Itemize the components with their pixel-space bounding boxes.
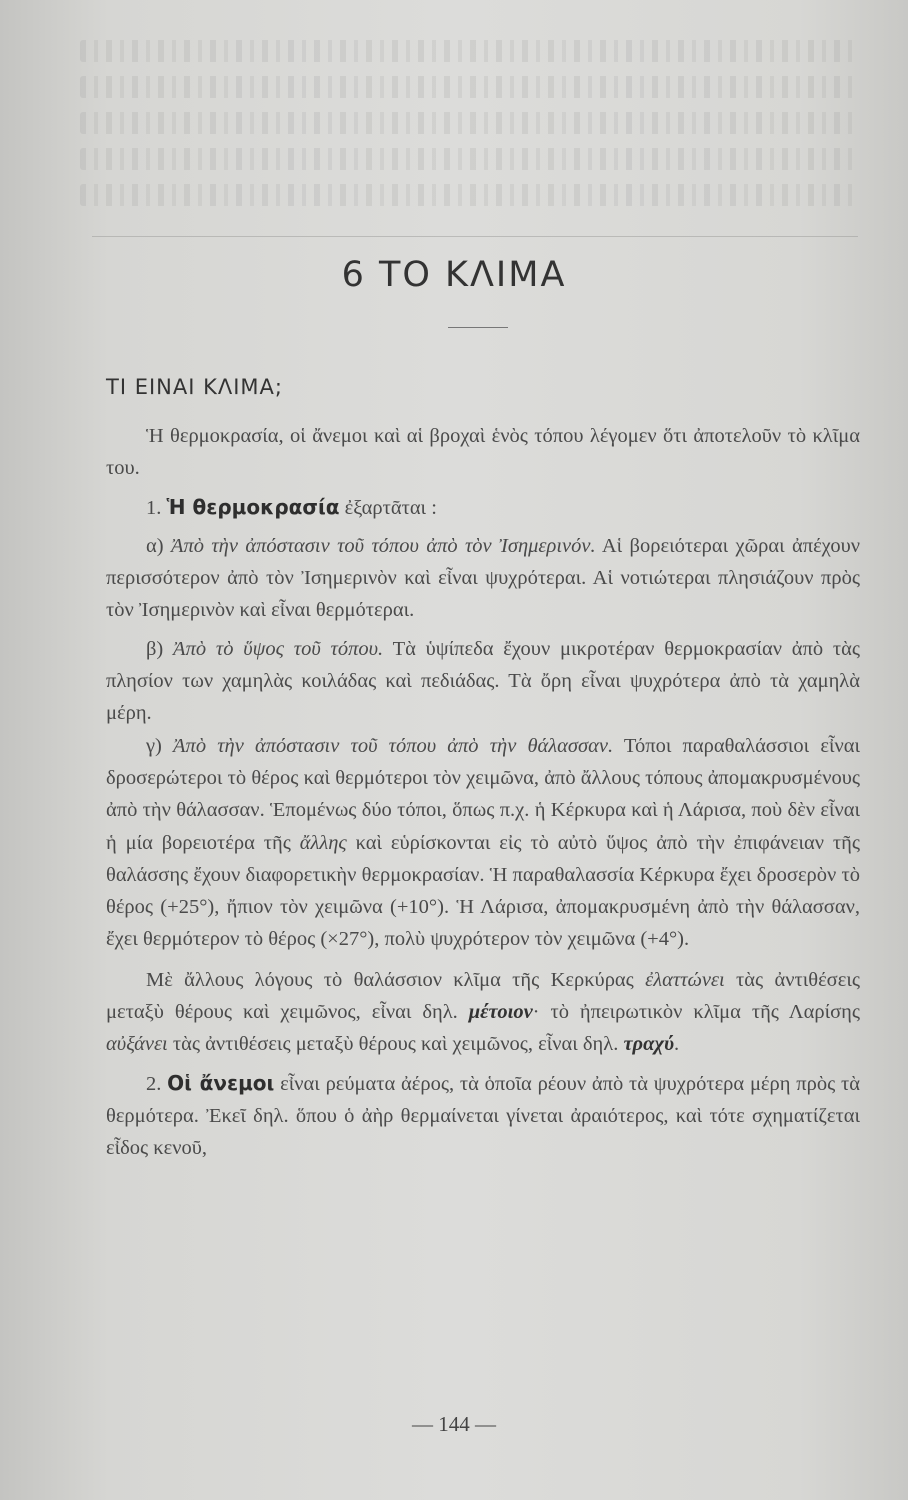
point-2-keyword: Οἱ ἄνεμοι xyxy=(167,1070,275,1095)
sub-a-text: Αἱ βορειότεραι χῶραι ἀπέχουν περισσότερον ἀπὸ τὸν Ἰσημερινὸν καὶ εἶναι ψυχρότεραι. Αἱ νοτιώτεραι πλησιάζουν πρὸς τὸν Ἰσημερινὸν καὶ εἶναι θερμότεραι. xyxy=(106,534,860,622)
sub-b-italic: Ἀπὸ τὸ ὕψος τοῦ τόπου. xyxy=(173,637,384,660)
comparison-bold-1: μέτοιον xyxy=(468,1001,533,1024)
point-1-paragraph xyxy=(106,491,860,524)
sub-c-text: Τόποι παραθαλάσσιοι εἶναι δροσερώτεροι τὸ θέρος καὶ θερμότεροι τὸν χειμῶνα, ἀπὸ ἄλλους τόπους ἀπομακρυσμένους ἀπὸ τὴν θάλασσαν. Ἑπομένως δύο τόποι, ὅπως π.χ. ἡ Κέρκυρα καὶ ἡ Λάρισα, ποὺ δὲν εἶναι ἡ μία βορειοτέρα τῆς xyxy=(106,734,860,854)
show-through-text xyxy=(80,40,860,240)
comparison-paragraph xyxy=(106,964,860,1061)
comparison-bold-2: τραχύ xyxy=(623,1033,675,1056)
comparison-text-3: · τὸ ἠπειρωτικὸν κλῖμα τῆς Λαρίσης xyxy=(532,1001,860,1024)
point-1-number: 1. xyxy=(146,496,162,519)
body-text xyxy=(106,420,860,1165)
sub-b-label: β) xyxy=(146,637,174,660)
sub-a-paragraph xyxy=(106,530,860,627)
section-heading: ΤΙ ΕΙΝΑΙ ΚΛΙΜΑ; xyxy=(106,375,283,399)
comparison-text-4: τὰς ἀντιθέσεις μεταξὺ θέρους καὶ χειμῶνος, εἶναι δηλ. xyxy=(167,1033,624,1056)
page-number: — 144 — xyxy=(412,1412,496,1436)
point-1-rest: ἐξαρτᾶται : xyxy=(339,496,437,519)
point-2-rest: εἶναι ρεύματα ἀέρος, τὰ ὁποῖα ρέουν ἀπὸ τὰ ψυχρότερα μέρη πρὸς τὰ θερμότερα. Ἐκεῖ δηλ. ὅπου ὁ ἀὴρ θερμαίνεται γίνεται ἀραιότερος, καὶ τότε σχηματίζεται εἶδος κενοῦ, xyxy=(106,1072,860,1160)
sub-b-text: Τὰ ὑψίπεδα ἔχουν μικροτέραν θερμοκρασίαν ἀπὸ τὰς πλησίον των χαμηλὰς κοιλάδας καὶ πεδιάδας. Τὰ ὄρη εἶναι ψυχρότερα ἀπὸ τὰ χαμηλὰ μέρη. xyxy=(106,637,860,725)
sub-c-italic-2: ἄλλης xyxy=(299,831,347,854)
comparison-text-5: . xyxy=(674,1033,680,1056)
sub-a-label: α) xyxy=(146,534,171,557)
intro-paragraph: Ἡ θερμοκρασία, οἱ ἄνεμοι καὶ αἱ βροχαὶ ἑνὸς τόπου λέγομεν ὅτι ἀποτελοῦν τὸ κλῖμα του. xyxy=(106,425,860,480)
sub-c-paragraph xyxy=(106,730,860,956)
point-1-keyword: Ἡ θερμοκρασία xyxy=(166,494,340,519)
point-2-paragraph xyxy=(106,1067,860,1165)
comparison-text-1: Μὲ ἄλλους λόγους τὸ θαλάσσιον κλῖμα τῆς Κερκύρας xyxy=(146,968,646,991)
comparison-italic-2: αὐξάνει xyxy=(106,1033,168,1056)
point-2-number: 2. xyxy=(146,1072,162,1095)
chapter-title: 6 ΤΟ ΚΛΙΜΑ xyxy=(341,255,567,295)
sub-b-paragraph xyxy=(106,633,860,730)
title-underline xyxy=(448,327,508,328)
sub-c-label: γ) xyxy=(146,734,174,757)
sub-c-text-2: καὶ εὑρίσκονται εἰς τὸ αὐτὸ ὕψος ἀπὸ τὴν ἐπιφάνειαν τῆς θαλάσσης ἔχουν διαφορετικὴν θερμοκρασίαν. Ἡ παραθαλασσία Κέρκυρα ἔχει δροσερὸν τὸ θέρος (+25°), ἤπιον τὸν χειμῶνα (+10°). Ἡ Λάρισα, ἀπομακρυσμένη ἀπὸ τὴν θάλασσαν, ἔχει θερμότερον τὸ θέρος (×27°), πολὺ ψυχρότερον τὸν χειμῶνα (+4°). xyxy=(106,831,860,951)
comparison-text-2: τὰς ἀντιθέσεις μεταξὺ θέρους καὶ χειμῶνος, εἶναι δηλ. xyxy=(106,968,860,1024)
comparison-italic-1: ἐλαττώνει xyxy=(645,968,725,991)
top-divider xyxy=(92,236,858,237)
sub-a-italic: Ἀπὸ τὴν ἀπόστασιν τοῦ τόπου ἀπὸ τὸν Ἰσημερινόν. xyxy=(170,534,596,557)
sub-c-italic: Ἀπὸ τὴν ἀπόστασιν τοῦ τόπου ἀπὸ τὴν θάλασσαν. xyxy=(173,734,614,757)
